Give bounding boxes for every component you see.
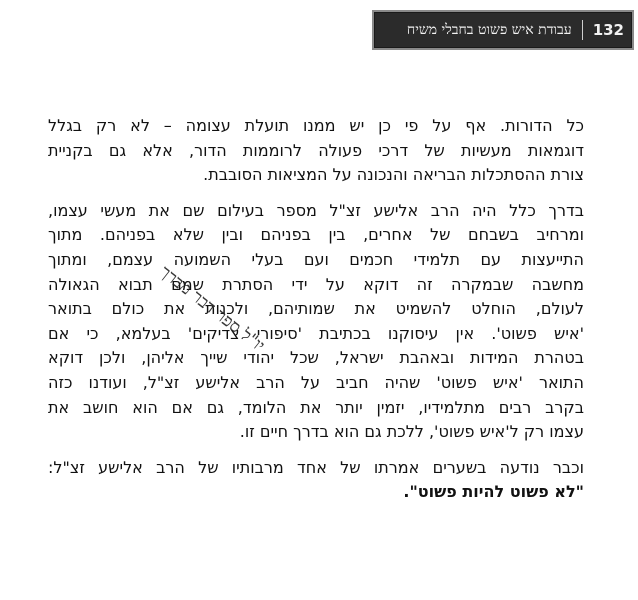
paragraph-1 bbox=[48, 114, 584, 188]
text-line: "לא פשוט להיות פשוט". bbox=[403, 482, 584, 502]
running-title: עבודת איש פשוט בחבלי משיח bbox=[406, 21, 572, 38]
text-line: התואר 'איש פשוט' שהיה חביב על הרב אלישע זצ"ל, ועודנו כזה bbox=[48, 372, 584, 392]
paragraph-2 bbox=[48, 199, 584, 445]
body-text bbox=[48, 114, 584, 516]
page-number: 132 bbox=[582, 20, 632, 40]
text-line: צורת ההסתכלות הבריאה והנכונה על המציאות הסובבת. bbox=[203, 165, 584, 185]
text-line: בקרב רבים מתלמידיו, יזמין יותר את הלומד, גם אם הוא חושב את bbox=[48, 397, 584, 417]
paragraph-3 bbox=[48, 456, 584, 505]
watermark-stamp: יו"ל ספר דבר מברך bbox=[155, 262, 269, 357]
text-line: כל הדורות. אף על פי כן יש ממנו תועלת עצומה – לא רק בגלל bbox=[48, 116, 584, 135]
text-line: התייעצות עם תלמידי חכמים ועם בעלי השמועה עצמם, ומתוך bbox=[48, 249, 584, 269]
text-line: בטהרת המידות ובאהבת ישראל, שכל יהודי שייך אליהן, ולכן דוקא bbox=[48, 348, 584, 368]
text-line: 'איש פשוט'. אין עיסוקנו בכתיבת 'סיפורי צדיקים' בעלמא, כי אם bbox=[48, 323, 584, 343]
text-line: מחשבה שבמקרה זה דוקא על ידי הסתרת שמם תבוא הגאולה bbox=[48, 274, 584, 294]
text-line: עצמו רק ל'איש פשוט', ללכת גם הוא בדרך חיים זו. bbox=[239, 422, 584, 442]
text-line: לעולם, הוחלט להשמיט את שמותיהם, ולכנות את כולם בתואר bbox=[48, 299, 584, 319]
text-line: ומרחיב בשבחם של אחרים, בין בפניהם ובין שלא בפניהם. מתוך bbox=[48, 225, 584, 245]
text-line: וכבר נודעה בשערים אמרתו של אחד מרבותיו של הרב אלישע זצ"ל: bbox=[48, 457, 584, 477]
running-header bbox=[372, 10, 634, 50]
text-line: בדרך כלל היה הרב אלישע זצ"ל מספר בעילום שם את מעשי עצמו, bbox=[48, 200, 584, 220]
text-line: דוגמאות מעשיות של דרכי פעולה לרוממות הדור, אלא גם בקניית bbox=[48, 140, 584, 160]
